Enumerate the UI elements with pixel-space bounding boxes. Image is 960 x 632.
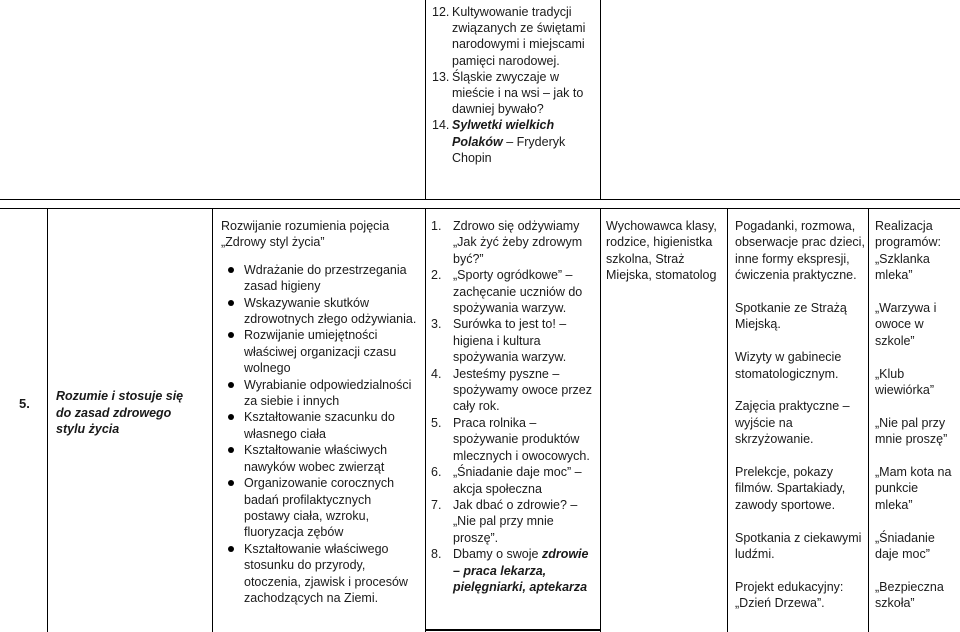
topic-number: 2.: [431, 268, 442, 283]
item-text: Śląskie zwyczaje w mieście i na wsi – jak to dawniej bywało?: [452, 69, 584, 117]
item-text: Kultywowanie tradycji związanych ze świętami narodowymi i miejscami pamięci narodowej.: [452, 5, 586, 68]
form-item: Spotkanie ze Strażą Miejską.: [735, 301, 847, 332]
item-number: 14.: [432, 118, 450, 133]
goal-item: Rozwijanie umiejętności właściwej organizacji czasu wolnego: [221, 327, 417, 376]
topic-text: Jesteśmy pyszne – spożywamy owoce przez cały rok.: [453, 366, 592, 414]
goal-item: Kształtowanie właściwych nawyków wobec zwierząt: [221, 442, 417, 475]
topic-text: Dbamy o swoje: [453, 547, 542, 562]
program-item: „Mam kota na punkcie mleka”: [875, 465, 952, 512]
program-item: „Warzywa i owoce w szkole”: [875, 301, 937, 348]
topic-item: [431, 546, 596, 595]
col-divider-3: [425, 208, 426, 632]
form-item: Zajęcia praktyczne – wyjście na skrzyżowanie.: [735, 399, 850, 447]
topic-item: [431, 316, 596, 365]
col-divider-5: [727, 208, 728, 632]
topic-number: 6.: [431, 465, 442, 480]
goals-cell: [221, 218, 417, 606]
topic-item: [431, 464, 596, 497]
table-row-divider-2: [0, 208, 960, 209]
topic-number: 1.: [431, 219, 442, 233]
continued-topics-list: [432, 4, 597, 166]
col-divider-1: [47, 208, 48, 632]
forms-cell: [735, 218, 869, 628]
program-item: „Śniadanie daje moc”: [875, 530, 935, 562]
col-divider-4: [600, 208, 601, 632]
goal-item: Organizowanie corocznych badań profilaktycznych postawy ciała, wzroku, fluoryzacja zębów: [221, 475, 417, 541]
topic-text: Zdrowo się odżywiamy „Jak żyć żeby zdrowym być?”: [453, 219, 583, 266]
item-text: – Fryderyk Chopin: [452, 134, 566, 165]
table-row-divider: [0, 199, 960, 200]
table-left-border-top: [425, 0, 426, 199]
topic-item: [431, 366, 596, 415]
topic-item: [431, 267, 596, 316]
topic-text: Jak dbać o zdrowie? – „Nie pal przy mnie proszę”.: [453, 497, 578, 545]
topic-text: Praca rolnika – spożywanie produktów mlecznych i owocowych.: [453, 415, 590, 463]
topic-number: 4.: [431, 366, 442, 381]
goal-item: Kształtowanie właściwego stosunku do przyrody, otoczenia, zjawisk i procesów zachodzących na Ziemi.: [221, 541, 417, 607]
list-item: [432, 117, 597, 166]
form-item: Wizyty w gabinecie stomatologicznym.: [735, 350, 842, 381]
topic-number: 3.: [431, 317, 442, 332]
form-item: Prelekcje, pokazy filmów. Spartakiady, zawody sportowe.: [735, 465, 846, 512]
programs-cell: [875, 218, 959, 628]
goal-item: Kształtowanie szacunku do własnego ciała: [221, 409, 417, 442]
topic-number: 7.: [431, 497, 442, 512]
list-item: [432, 69, 597, 118]
topic-item: [431, 218, 596, 267]
goals-list: [221, 262, 417, 607]
item-number: 12.: [432, 5, 450, 19]
program-item: Realizacja programów: „Szklanka mleka”: [875, 219, 941, 283]
program-item: „Bezpieczna szkoła”: [875, 579, 944, 611]
goal-item: Wskazywanie skutków zdrowotnych złego odżywiania.: [221, 295, 417, 328]
goals-intro: Rozwijanie rozumienia pojęcia „Zdrowy styl życia”: [221, 219, 390, 250]
goal-item: Wyrabianie odpowiedzialności za siebie i innych: [221, 377, 417, 410]
item-number: 13.: [432, 69, 450, 84]
program-item: „Klub wiewiórka”: [875, 366, 935, 398]
form-item: Pogadanki, rozmowa, obserwacje prac dzieci, inne formy ekspresji, ćwiczenia praktyczne.: [735, 219, 865, 283]
col-divider-2: [212, 208, 213, 632]
topic-text: „Śniadanie daje moc” – akcja społeczna: [453, 465, 582, 496]
form-item: Projekt edukacyjny: „Dzień Drzewa”.: [735, 579, 844, 611]
topic-item: [431, 415, 596, 464]
topic-text-emphasis: zdrowie – praca lekarza, pielęgniarki, aptekarza: [453, 547, 589, 594]
topics-cell: [431, 218, 596, 595]
topic-number: 8.: [431, 547, 442, 562]
topic-text: Surówka to jest to! – higiena i kultura spożywania warzyw.: [453, 317, 567, 365]
list-item: [432, 4, 597, 69]
table-right-border-top: [600, 0, 601, 199]
goal-item: Wdrażanie do przestrzegania zasad higieny: [221, 262, 417, 295]
row-topic: Rozumie i stosuje się do zasad zdrowego stylu życia: [56, 389, 184, 436]
row-number: 5.: [19, 396, 30, 411]
topic-number: 5.: [431, 415, 442, 430]
table-bottom-border: [425, 629, 601, 631]
form-item: Spotkania z ciekawymi ludźmi.: [735, 530, 862, 562]
program-item: „Nie pal przy mnie proszę”: [875, 415, 948, 447]
topic-text: „Sporty ogródkowe” – zachęcanie uczniów do spożywania warzyw.: [453, 268, 583, 316]
item-text-emphasis: Sylwetki wielkich Polaków: [452, 118, 555, 149]
topic-item: [431, 497, 596, 546]
responsible-cell: Wychowawca klasy, rodzice, higienistka szkolna, Straż Miejska, stomatolog: [606, 219, 717, 283]
